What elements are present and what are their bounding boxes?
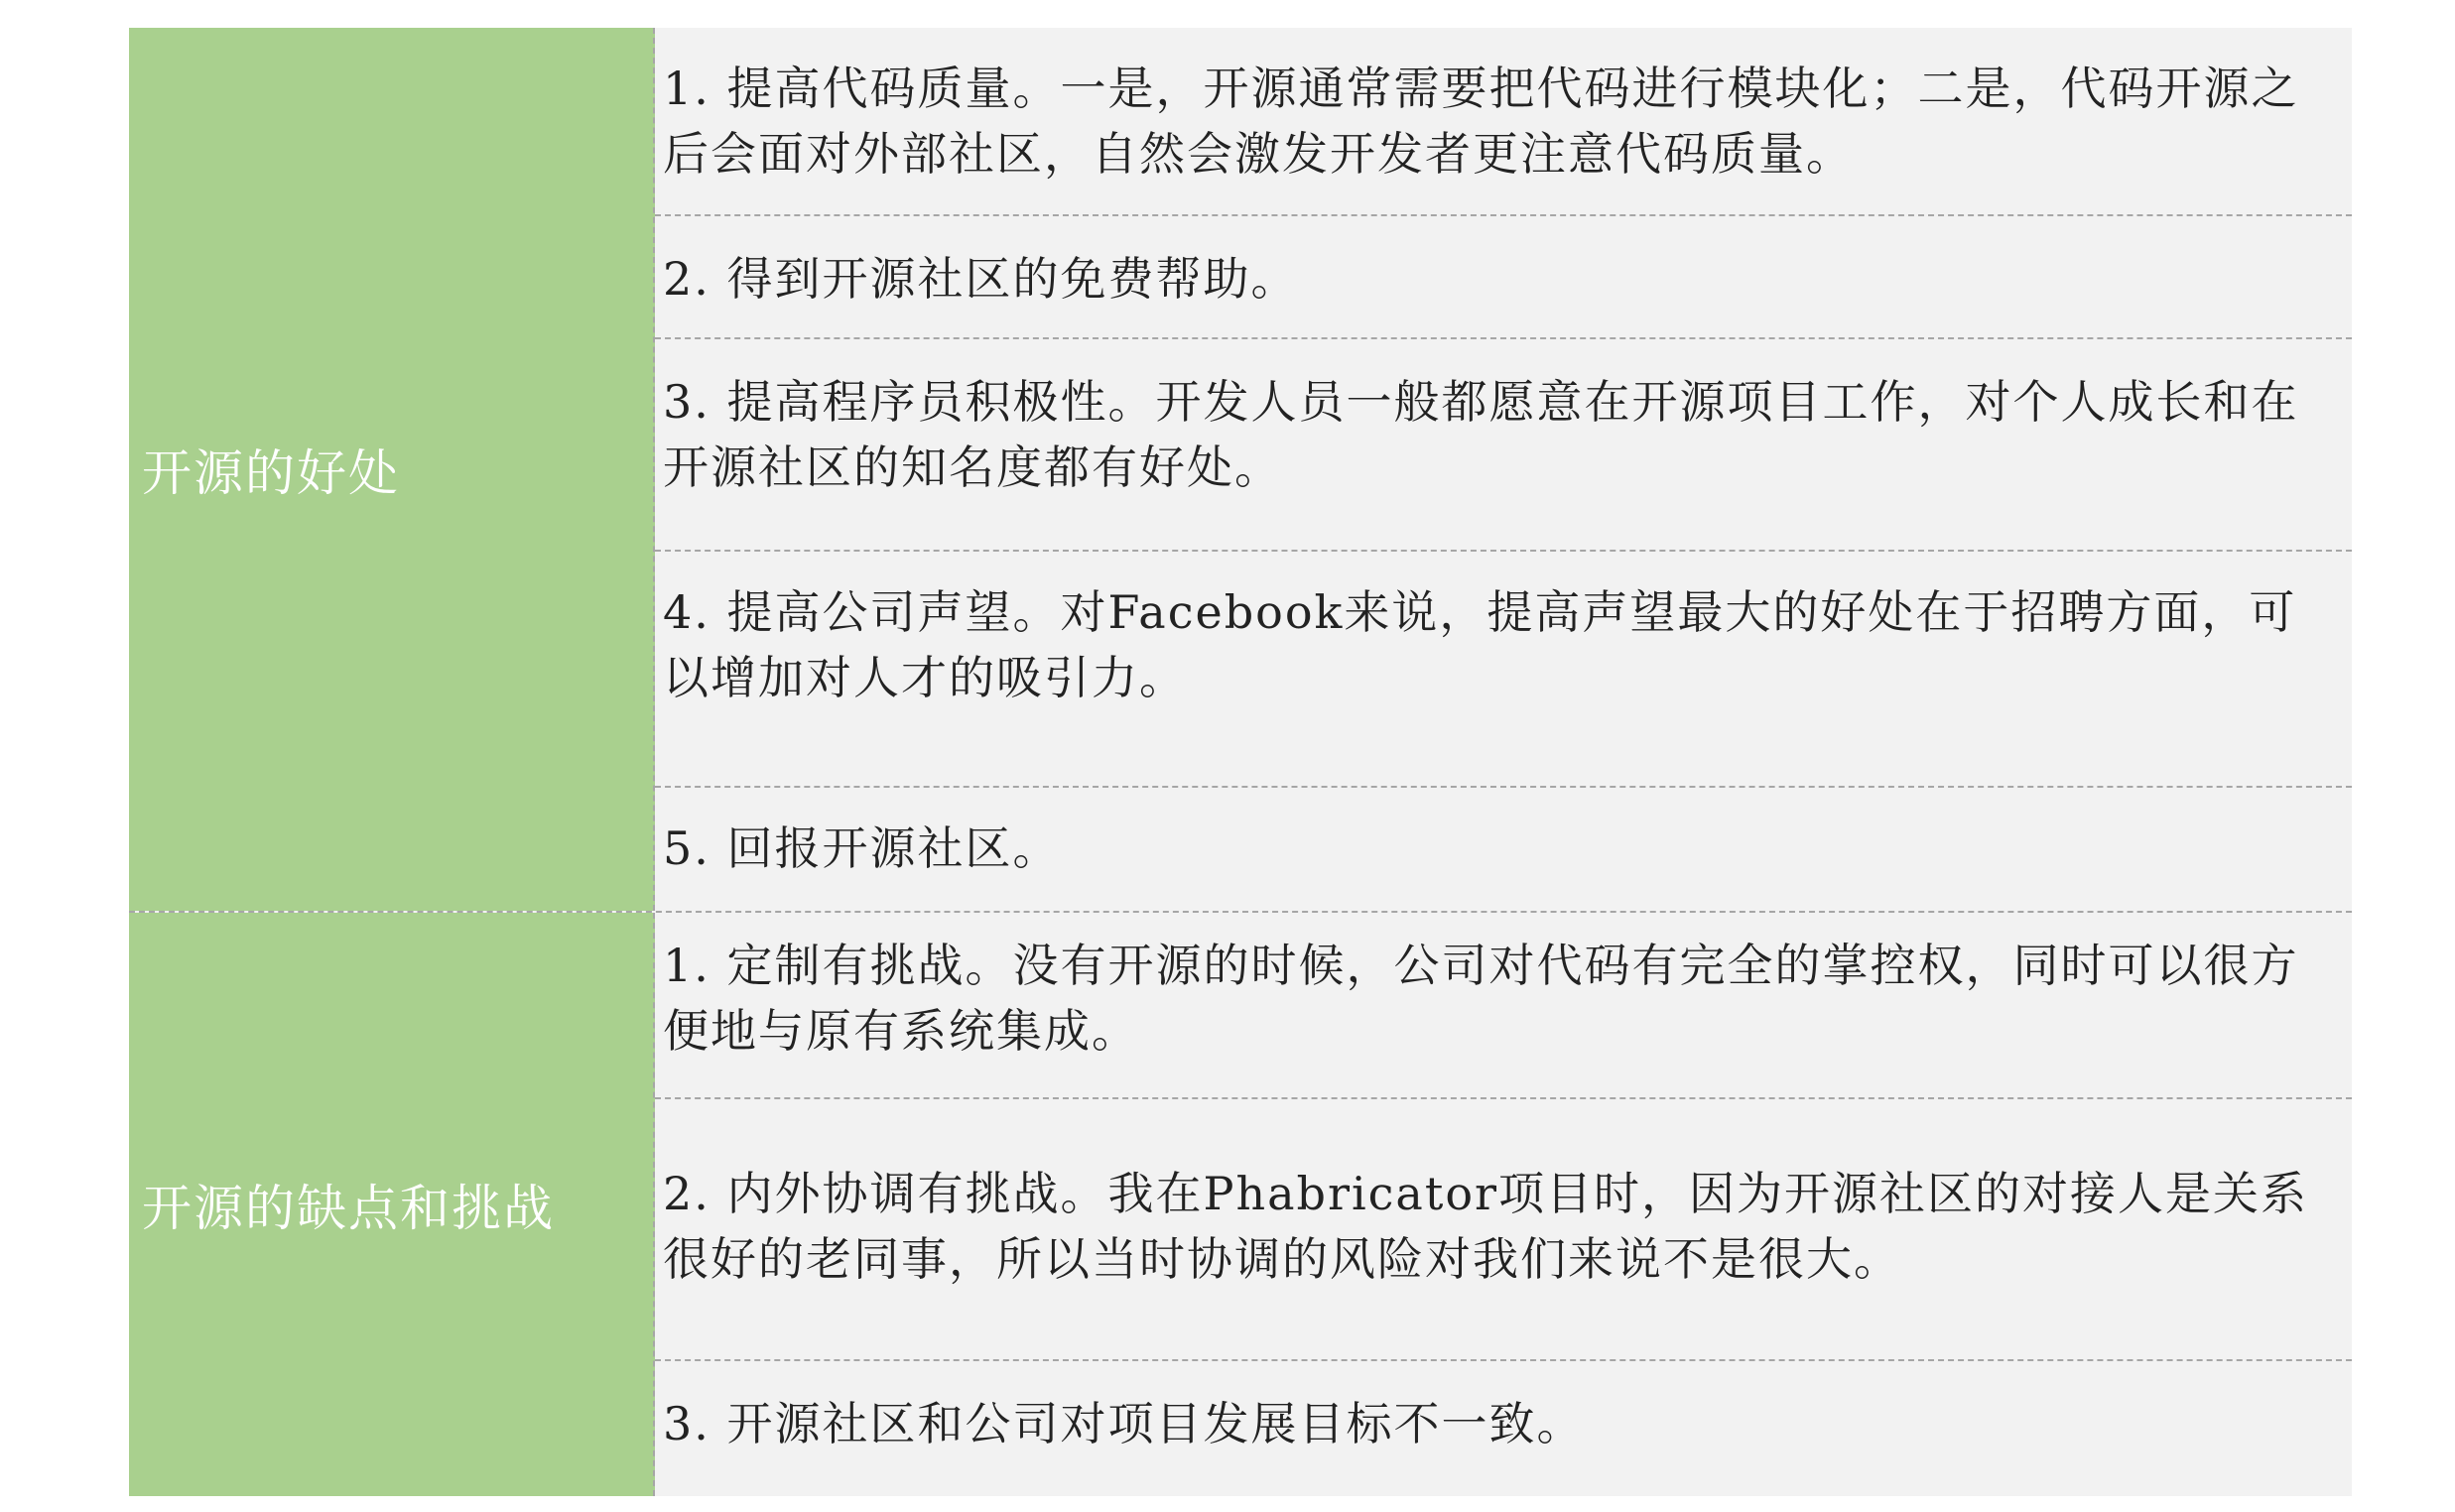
benefit-text: 3. 提高程序员积极性。开发人员一般都愿意在开源项目工作，对个人成长和在开源社区的知名度都有好处。 bbox=[663, 375, 2299, 494]
challenge-text: 3. 开源社区和公司对项目发展目标不一致。 bbox=[663, 1397, 1585, 1450]
challenge-text: 2. 内外协调有挑战。我在Phabricator项目时，因为开源社区的对接人是关系很好的老同事，所以当时协调的风险对我们来说不是很大。 bbox=[663, 1167, 2309, 1286]
challenges-label-cell bbox=[129, 913, 655, 1496]
challenge-row bbox=[655, 1361, 2352, 1496]
benefit-text: 5. 回报开源社区。 bbox=[663, 821, 1061, 875]
benefit-row bbox=[655, 552, 2352, 788]
benefit-row bbox=[655, 339, 2352, 552]
benefit-text: 4. 提高公司声望。对Facebook来说，提高声望最大的好处在于招聘方面，可以增加对人才的吸引力。 bbox=[663, 585, 2297, 704]
benefits-section bbox=[129, 28, 2352, 911]
challenge-row bbox=[655, 1099, 2352, 1361]
benefit-text: 2. 得到开源社区的免费帮助。 bbox=[663, 252, 1299, 306]
benefit-row bbox=[655, 216, 2352, 339]
benefit-row bbox=[655, 28, 2352, 216]
benefits-label: 开源的好处 bbox=[142, 444, 400, 502]
challenges-rows bbox=[655, 913, 2352, 1496]
benefit-text: 1. 提高代码质量。一是，开源通常需要把代码进行模块化；二是，代码开源之后会面对外部社区，自然会激发开发者更注意代码质量。 bbox=[663, 62, 2299, 181]
challenges-label: 开源的缺点和挑战 bbox=[142, 1180, 555, 1237]
benefits-rows bbox=[655, 28, 2352, 911]
benefits-label-cell bbox=[129, 28, 655, 911]
challenge-row bbox=[655, 913, 2352, 1099]
challenge-text: 1. 定制有挑战。没有开源的时候，公司对代码有完全的掌控权，同时可以很方便地与原有系统集成。 bbox=[663, 939, 2299, 1058]
challenges-section bbox=[129, 913, 2352, 1496]
benefit-row bbox=[655, 788, 2352, 911]
